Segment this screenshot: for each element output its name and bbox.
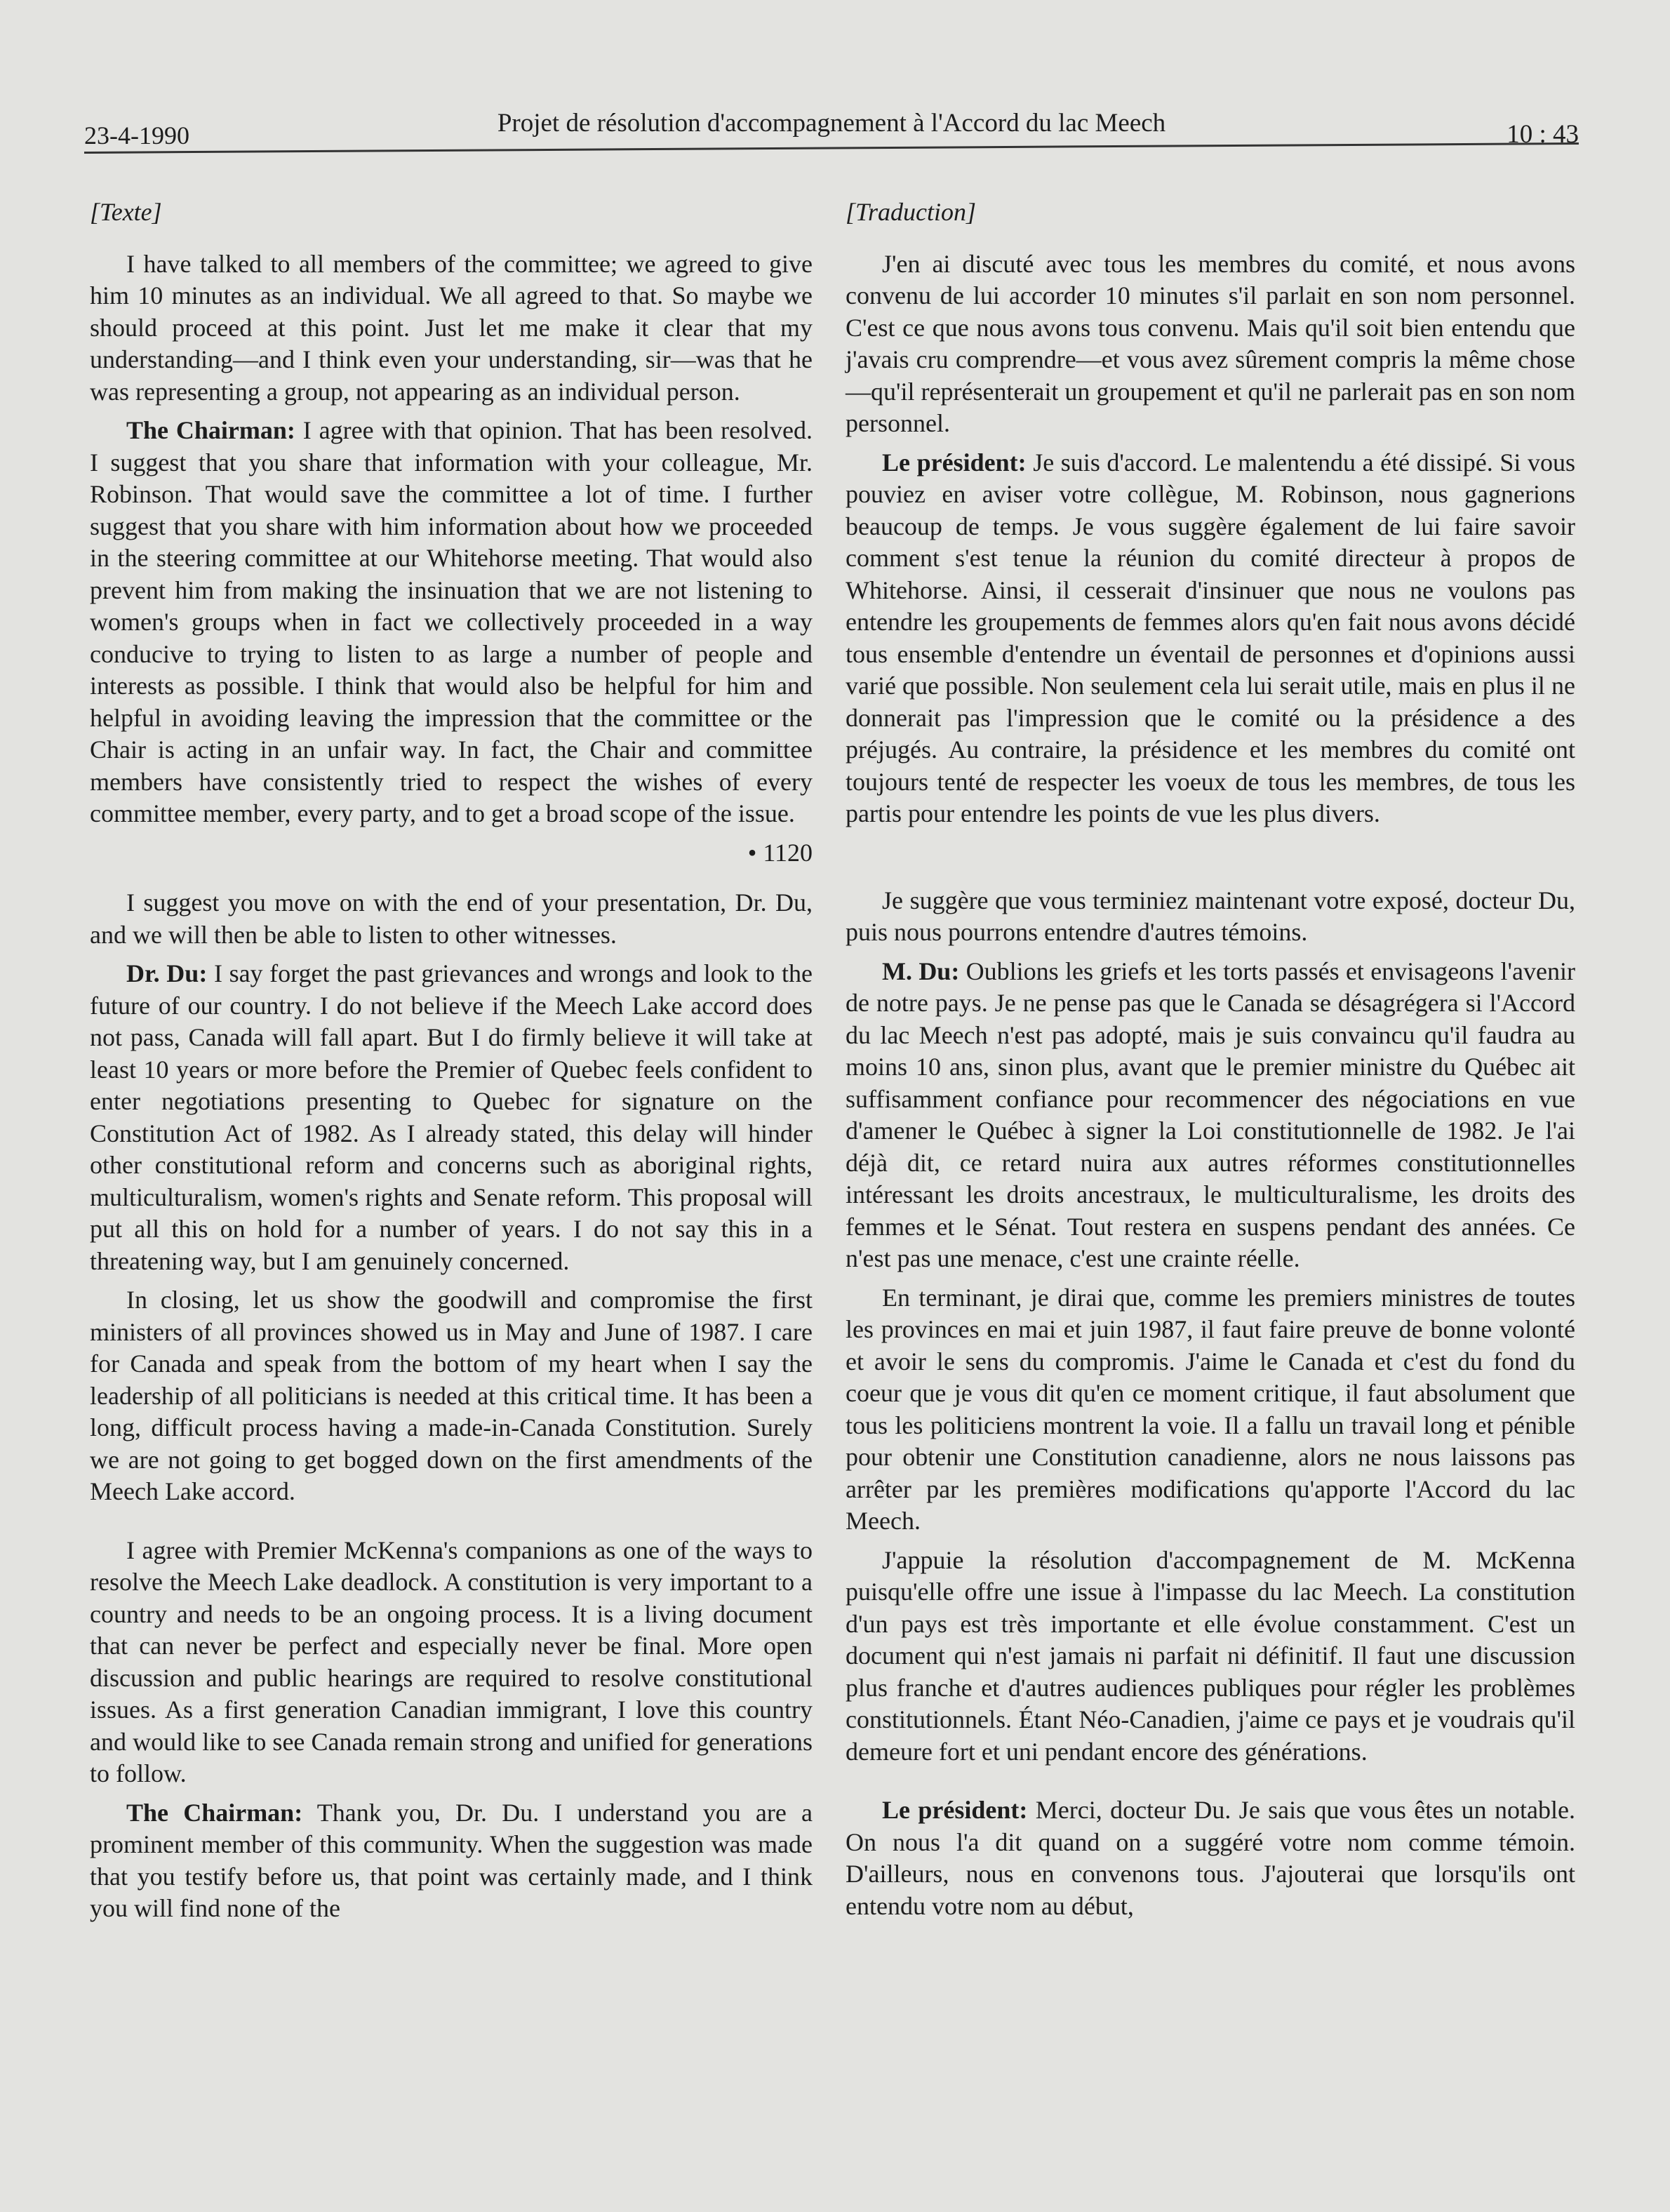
marker-spacer — [846, 837, 1575, 885]
header-page-number: 10 : 43 — [1507, 120, 1579, 149]
paragraph-text: I agree with that opinion. That has been resolved. I suggest that you share that information with your colleague, Mr. Robinson. That would save the committee a lot of time. I further suggest that you share with him information about how we proceeded in the steering committee at our Whitehorse meeting. That would also prevent him from making the insinuation that we are not listening to women's groups when in fact we collectively proceeded in a way conducive to trying to listen to as large a number of people and interests as possible. I think that would also be helpful for him and helpful in avoiding leaving the impression that the committee or the Chair is acting in an unfair way. In fact, the Chair and committee members have consistently tried to respect the wishes of every committee member, every party, and to get a broad scope of the issue. — [90, 416, 813, 827]
paragraph-text: Merci, docteur Du. Je sais que vous êtes un notable. On nous l'a dit quand on a suggéré votre nom comme témoin. D'ailleurs, nous en convenons tous. J'ajouterai que lorsqu'ils ont entendu votre nom au début, — [846, 1796, 1576, 1920]
language-tag: [Texte] — [90, 198, 162, 226]
paragraph: J'en ai discuté avec tous les membres du comité, et nous avons convenu de lui accorder 10 minutes s'il parlait en son nom personnel. C'est ce que nous avons tous convenu. Mais qu'il soit bien entendu que j'avais cru comprendre—et vous avez sûrement compris la même chose—qu'il représenterait un groupement et qu'il ne parlerait pas en son nom personnel. — [846, 249, 1575, 437]
paragraph: En terminant, je dirai que, comme les premiers ministres de toutes les provinces en mai et juin 1987, il faut faire preuve de bonne volonté et avoir le sens du compromis. J'aime le Canada et c'est du fond du coeur que je vous dit qu'en ce moment critique, il faut absolument que tous les politiciens montrent la voie. Il a fallu un travail long et pénible pour obtenir une Constitution canadienne, alors ne nous laissons pas arrêter par les premières modifications qu'apporte l'Accord du lac Meech. — [846, 1283, 1575, 1535]
paragraph: In closing, let us show the goodwill and compromise the first ministers of all provinces showed us in May and June of 1987. I care for Canada and speak from the bottom of my heart when I say the leadership of all politicians is needed at this critical time. It has been a long, difficult process having a made-in-Canada Constitution. Surely we are not going to get bogged down on the first amendments of the Meech Lake accord. — [90, 1286, 813, 1505]
speaker-name: The Chairman: — [126, 1798, 303, 1827]
paragraph — [846, 956, 1575, 1275]
paragraph — [846, 447, 1575, 830]
paragraph: I agree with Premier McKenna's companions as one of the ways to resolve the Meech Lake deadlock. A constitution is very important to a country and needs to be an ongoing process. It is a living document that can never be perfect and especially never be final. More open discussion and public hearings are required to resolve constitutional issues. As a first generation Canadian immigrant, I love this country and would like to see Canada remain strong and unified for generations to follow. — [90, 1535, 813, 1787]
speaker-name: Le président: — [882, 448, 1027, 477]
time-marker: • 1120 — [747, 838, 813, 867]
french-column — [846, 196, 1575, 1929]
header-rule — [84, 142, 1579, 154]
english-column — [90, 196, 813, 1932]
paragraph: I have talked to all members of the committee; we agreed to give him 10 minutes as an individual. We all agreed to that. So maybe we should proceed at this point. Just let me make it clear that my understanding—and I think even your understanding, sir—was that he was representing a group, not appearing as an individual person. — [90, 249, 813, 406]
paragraph — [90, 958, 813, 1277]
header-date: 23-4-1990 — [84, 121, 189, 149]
paragraph-text: Je suis d'accord. Le malentendu a été dissipé. Si vous pouviez en aviser votre collègue, M. Robinson, nous gagnerions beaucoup de temps. Je vous suggère également de lui faire savoir comment s'est tenue la réunion du comité directeur à propos de Whitehorse. Ainsi, il cesserait d'insinuer que nous ne voulons pas entendre les groupements de femmes alors qu'en fait nous avons décidé tous ensemble d'entendre un éventail de personnes et d'opinions aussi varié que possible. Non seulement cela lui serait utile, mais en plus il ne donnerait pas l'impression que le comité ou la présidence a des préjugés. Au contraire, la présidence et les membres du comité ont toujours tenté de respecter les voeux de tous les membres, de tous les partis pour entendre les points de vue les plus divers. — [846, 448, 1575, 827]
paragraph-text: I say forget the past grievances and wrongs and look to the future of our country. I do not believe if the Meech Lake accord does not pass, Canada will fall apart. But I do firmly believe it will take at least 10 years or more before the Premier of Quebec feels confident to enter negotiations presenting to Quebec for signature on the Constitution Act of 1982. As I already stated, this delay will hinder other constitutional reform and concerns such as aboriginal rights, multiculturalism, women's rights and Senate reform. This proposal will put all this on hold for a number of years. I do not say this in a threatening way, but I am genuinely concerned. — [90, 959, 813, 1275]
speaker-name: The Chairman: — [126, 416, 295, 444]
paragraph: Je suggère que vous terminiez maintenant votre exposé, docteur Du, puis nous pourrons entendre d'autres témoins. — [846, 886, 1575, 946]
paragraph — [846, 1794, 1575, 1922]
paragraph-text: Oublions les griefs et les torts passés et envisageons l'avenir de notre pays. Je ne pense pas que le Canada se désagrégera si l'Accord du lac Meech n'est pas adopté, mais je suis convaincu qu'il faudra au moins 10 ans, sinon plus, avant que le premier ministre du Québec ait suffisamment confiance pour recommencer des négociations en vue d'amener le Québec à signer la Loi constitutionnelle de 1982. Je l'ai déjà dit, ce retard nuira aux autres réformes constitutionnelles intéressant les droits ancestraux, le multiculturalisme, les droits des femmes et le Sénat. Tout restera en suspens pendant des années. Ce n'est pas une menace, c'est une crainte réelle. — [846, 957, 1575, 1272]
language-tag: [Traduction] — [846, 198, 977, 226]
speaker-name: Le président: — [882, 1796, 1028, 1824]
paragraph: J'appuie la résolution d'accompagnement de M. McKenna puisqu'elle offre une issue à l'impasse du lac Meech. La constitution d'un pays est très importante et elle évolue constamment. C'est un document qui n'est jamais ni parfait ni définitif. Il faut une discussion plus franche et d'autres audiences publiques pour régler les problèmes constitutionnels. Étant Néo-Canadien, j'aime ce pays et je voudrais qu'il demeure fort et uni pendant encore des générations. — [846, 1545, 1575, 1766]
paragraph-text: Thank you, Dr. Du. I understand you are a prominent member of this community. When the suggestion was made that you testify before us, that point was certainly made, and I think you will find none of the — [90, 1798, 813, 1922]
paragraph — [90, 1797, 813, 1925]
page-header — [84, 105, 1579, 154]
paragraph — [90, 415, 813, 830]
header-title: Projet de résolution d'accompagnement à l'Accord du lac Meech — [497, 109, 1166, 138]
speaker-name: M. Du: — [882, 957, 960, 985]
paragraph: I suggest you move on with the end of your presentation, Dr. Du, and we will then be able to listen to other witnesses. — [90, 888, 813, 949]
speaker-name: Dr. Du: — [126, 959, 208, 987]
